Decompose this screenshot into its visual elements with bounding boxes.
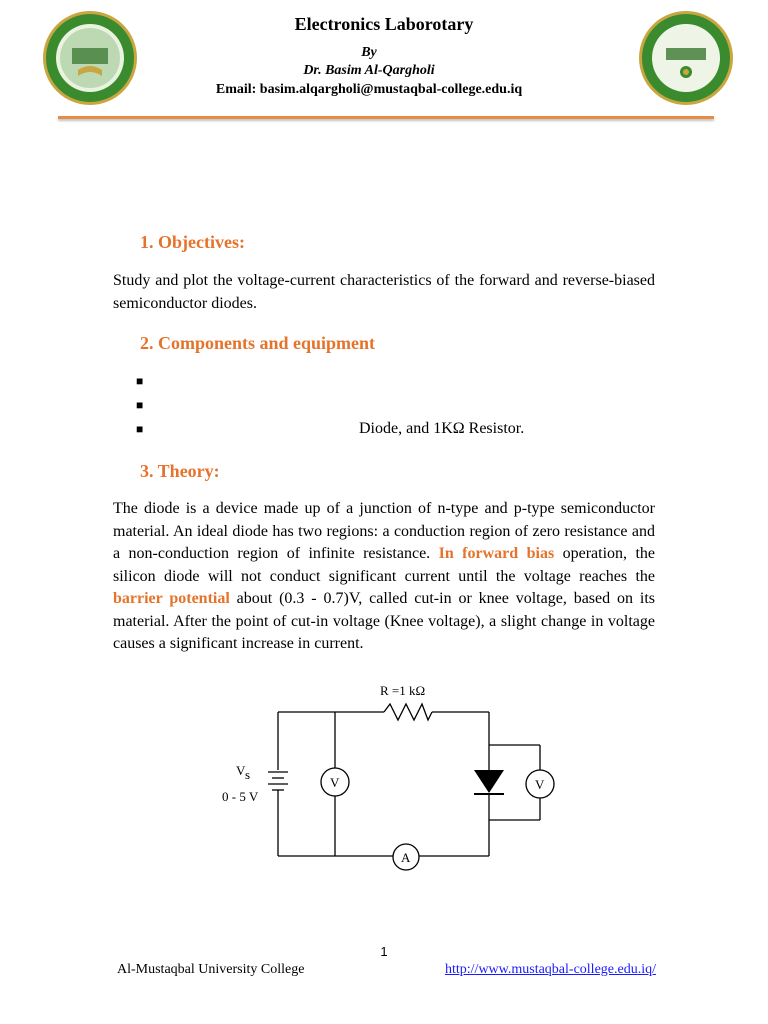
source-label: V bbox=[236, 763, 246, 778]
source-subscript: s bbox=[245, 767, 251, 782]
diode-symbol bbox=[474, 770, 504, 793]
objectives-heading: 1. Objectives: bbox=[140, 232, 245, 252]
bullet-3: ■ bbox=[136, 422, 144, 436]
ammeter-label: A bbox=[401, 850, 411, 865]
theory-text-1: The diode is a device made up of a junction of n-type and p-type semiconductor material. An ideal diode has two regions: a conduction region of zero resistance and a non-conduction region of infinite resistance. bbox=[113, 500, 655, 562]
forward-bias-highlight: In forward bias bbox=[438, 545, 555, 562]
bullet-1: ■ bbox=[136, 374, 144, 388]
document-title: Electronics Laborotary bbox=[294, 14, 474, 34]
voltmeter-source-label: V bbox=[330, 775, 340, 790]
bullet-2: ■ bbox=[136, 398, 144, 412]
resistor-label: R =1 kΩ bbox=[380, 683, 426, 698]
source-range-label: 0 - 5 V bbox=[222, 789, 259, 804]
byline-label: By bbox=[361, 45, 377, 60]
author-email: Email: basim.alqargholi@mustaqbal-college.edu.iq bbox=[215, 82, 523, 97]
theory-heading: 3. Theory: bbox=[140, 461, 220, 481]
resistor-symbol bbox=[384, 704, 432, 720]
college-website-link[interactable]: http://www.mustaqbal-college.edu.iq/ bbox=[445, 962, 656, 977]
theory-text-2: operation, the silicon diode will not conduct significant current until the voltage reaches the bbox=[113, 545, 656, 585]
theory-text-3: about (0.3 - 0.7)V, called cut-in or knee voltage, based on its material. After the point of cut-in voltage (Knee voltage), a slight change in voltage causes a significant increase in current. bbox=[113, 590, 655, 652]
author-name: Dr. Basim Al-Qargholi bbox=[303, 63, 435, 78]
footer-college: Al-Mustaqbal University College bbox=[117, 962, 305, 977]
component-item-3: Diode, and 1KΩ Resistor. bbox=[359, 420, 525, 437]
voltmeter-diode-label: V bbox=[535, 777, 545, 792]
barrier-potential-highlight: barrier potential bbox=[113, 590, 230, 607]
page-number: 1 bbox=[380, 944, 388, 959]
components-heading: 2. Components and equipment bbox=[140, 333, 376, 353]
objectives-text: Study and plot the voltage-current characteristics of the forward and reverse-biased semiconductor diodes. bbox=[113, 272, 655, 312]
